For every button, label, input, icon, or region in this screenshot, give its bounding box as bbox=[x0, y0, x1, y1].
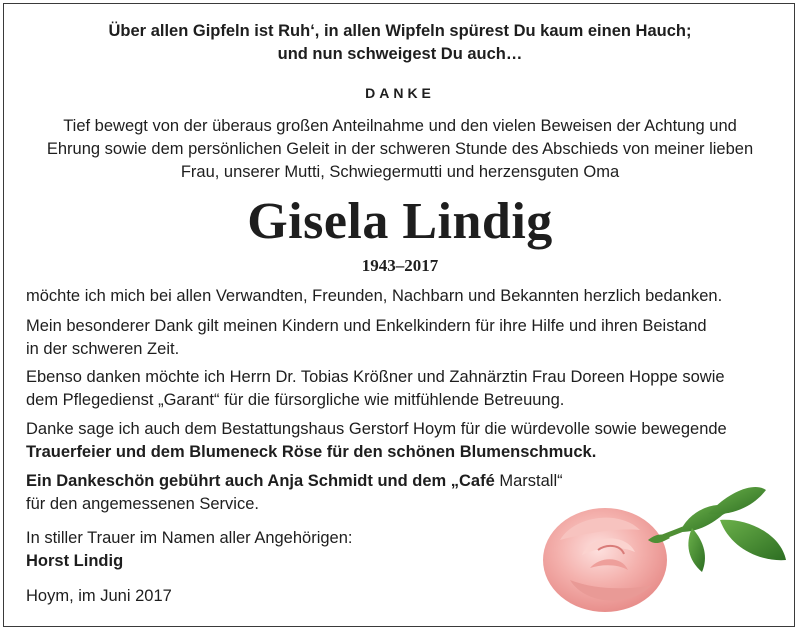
signoff-line: In stiller Trauer im Namen aller Angehörigen: bbox=[26, 529, 353, 547]
deceased-name: Gisela Lindig bbox=[247, 193, 553, 250]
paragraph-3-line-1: Ebenso danken möchte ich Herrn Dr. Tobias Krößner und Zahnärztin Frau Doreen Hoppe sowie bbox=[26, 368, 725, 386]
place-date: Hoym, im Juni 2017 bbox=[26, 587, 172, 605]
paragraph-5-bold-part: Ein Dankeschön gebührt auch Anja Schmidt und dem „Café bbox=[26, 472, 495, 490]
intro-text bbox=[0, 115, 800, 184]
motto-line-1: Über allen Gipfeln ist Ruh‘, in allen Wipfeln spürest Du kaum einen Hauch; bbox=[108, 22, 692, 40]
paragraph-5-line-2: für den angemessenen Service. bbox=[26, 495, 259, 513]
intro-line-3: Frau, unserer Mutti, Schwiegermutti und herzensguten Oma bbox=[180, 163, 620, 181]
intro-line-2: Ehrung sowie dem persönlichen Geleit in der schweren Stunde des Abschieds von meiner lieben bbox=[46, 140, 754, 158]
paragraph-4-line-1: Danke sage ich auch dem Bestattungshaus Gerstorf Hoym für die würdevolle sowie bewegende bbox=[26, 420, 727, 438]
danke-heading: DANKE bbox=[365, 85, 435, 101]
life-years: 1943–2017 bbox=[361, 256, 439, 275]
motto-verse bbox=[0, 20, 800, 66]
motto-line-2: und nun schweigest Du auch… bbox=[277, 45, 523, 63]
paragraph-2-line-1: Mein besonderer Dank gilt meinen Kindern und Enkelkindern für ihre Hilfe und ihren Beistand bbox=[26, 317, 707, 335]
thanks-paragraph-2 bbox=[26, 315, 786, 361]
paragraph-3-line-2: dem Pflegedienst „Garant“ für die fürsorgliche wie mitfühlende Betreuung. bbox=[26, 391, 565, 409]
signer-name: Horst Lindig bbox=[26, 552, 124, 570]
thanks-paragraph-1: möchte ich mich bei allen Verwandten, Freunden, Nachbarn und Bekannten herzlich bedanken. bbox=[26, 287, 723, 305]
paragraph-5-regular-part: Marstall“ bbox=[494, 472, 563, 490]
thanks-paragraph-3 bbox=[26, 366, 786, 412]
intro-line-1: Tief bewegt von der überaus großen Anteilnahme und den vielen Beweisen der Achtung und bbox=[63, 117, 737, 135]
thanks-paragraph-4 bbox=[26, 418, 786, 464]
pink-rose-icon bbox=[530, 460, 792, 622]
paragraph-2-line-2: in der schweren Zeit. bbox=[26, 340, 180, 358]
paragraph-4-line-2: Trauerfeier und dem Blumeneck Röse für den schönen Blumenschmuck. bbox=[26, 443, 597, 461]
